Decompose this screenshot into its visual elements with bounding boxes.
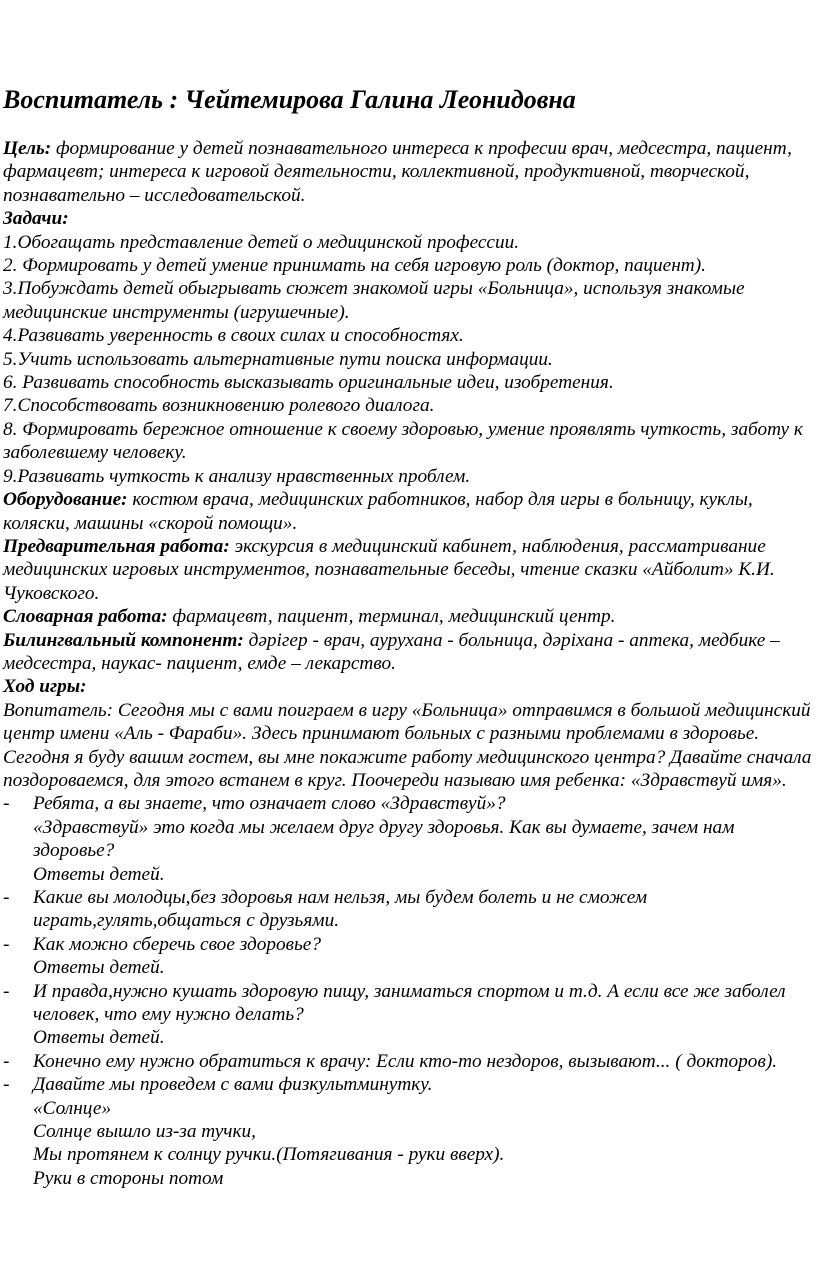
bilingual-label: Билингвальный компонент: bbox=[3, 629, 244, 651]
prep-work-label: Предварительная работа: bbox=[3, 535, 230, 557]
prep-work-paragraph bbox=[3, 535, 815, 605]
dialogue-line: Как можно сберечь свое здоровье? bbox=[33, 933, 321, 955]
bilingual-text: дәрігер - врач, аурухана - больница, дәріхана - аптека, медбике – медсестра, наукас- пациент, емде – лекарство. bbox=[3, 629, 780, 674]
dialogue-body bbox=[33, 933, 815, 980]
tasks-label: Задачи: bbox=[3, 208, 69, 230]
dialogue-item bbox=[3, 1050, 815, 1073]
dialogue-item bbox=[3, 933, 815, 980]
dialogue-body bbox=[33, 886, 815, 933]
goal-paragraph bbox=[3, 137, 815, 207]
progress-intro: Вопитатель: Сегодня мы с вами поиграем в игру «Больница» отправимся в большой медицинский центр имени «Аль - Фараби». Здесь принимают больных с разными проблемами в здоровье. Сегодня я буду вашим гостем, вы мне покажите работу медицинского центра? Давайте сначала поздороваемся, для этого встанем в круг. Поочереди называю имя ребенка: «Здравствуй имя». bbox=[3, 699, 812, 791]
task-item: 6. Развивать способность высказывать оригинальные идеи, изобретения. bbox=[3, 372, 614, 394]
dialogue-line: Руки в стороны потом bbox=[33, 1167, 224, 1189]
dialogue-item bbox=[3, 1073, 815, 1190]
dialogue-line: «Солнце» bbox=[33, 1097, 112, 1119]
task-item: 5.Учить использовать альтернативные пути поиска информации. bbox=[3, 348, 553, 370]
dash-bullet: - bbox=[3, 980, 10, 1002]
dialogue-item bbox=[3, 792, 815, 886]
dialogue-body bbox=[33, 1073, 815, 1190]
dialogue-line: Конечно ему нужно обратиться к врачу: Если кто-то нездоров, вызывают... ( докторов). bbox=[33, 1050, 778, 1072]
dialogue-body bbox=[33, 792, 815, 886]
dash-bullet: - bbox=[3, 1074, 10, 1096]
vocab-paragraph bbox=[3, 605, 815, 628]
dialogue-line: «Здравствуй» это когда мы желаем друг другу здоровья. Как вы думаете, зачем нам здоровье? bbox=[33, 816, 735, 862]
dialogue-line: Ребята, а вы знаете, что означает слово «Здравствуй»? bbox=[33, 793, 506, 815]
equipment-text: костюм врача, медицинских работников, набор для игры в больницу, куклы, коляски, машины «скорой помощи». bbox=[3, 489, 753, 534]
task-item: 4.Развивать уверенность в своих силах и способностях. bbox=[3, 325, 464, 347]
dialogue-line: Ответы детей. bbox=[33, 957, 165, 979]
dash-bullet: - bbox=[3, 933, 10, 955]
dialogue-line: Какие вы молодцы,без здоровья нам нельзя, мы будем болеть и не сможем играть,гулять,общаться с друзьями. bbox=[33, 887, 648, 932]
progress-label: Ход игры: bbox=[3, 676, 87, 698]
task-item: 8. Формировать бережное отношение к своему здоровью, умение проявлять чуткость, заботу к заболевшему человеку. bbox=[3, 418, 803, 464]
task-item: 2. Формировать у детей умение принимать на себя игровую роль (доктор, пациент). bbox=[3, 255, 706, 277]
task-item: 1.Обогащать представление детей о медицинской профессии. bbox=[3, 231, 520, 253]
document-title: Воспитатель : Чейтемирова Галина Леонидовна bbox=[3, 85, 576, 114]
dialogue-line: Ответы детей. bbox=[33, 863, 165, 885]
dialogue-line: Солнце вышло из-за тучки, bbox=[33, 1121, 256, 1143]
document-body bbox=[3, 137, 815, 1190]
dialogue-line: И правда,нужно кушать здоровую пищу, заниматься спортом и т.д. А если все же заболел человек, что ему нужно делать? bbox=[33, 980, 786, 1026]
task-item: 9.Развивать чуткость к анализу нравственных проблем. bbox=[3, 465, 471, 487]
dash-bullet: - bbox=[3, 1050, 10, 1072]
prep-work-text: экскурсия в медицинский кабинет, наблюдения, рассматривание медицинских игровых инструментов, познавательные беседы, чтение сказки «Айболит» К.И. Чуковского. bbox=[3, 535, 775, 604]
dialogue-body bbox=[33, 1050, 815, 1073]
dash-bullet: - bbox=[3, 887, 10, 908]
goal-label: Цель: bbox=[3, 138, 52, 159]
equipment-label: Оборудование: bbox=[3, 489, 128, 511]
dialogue-item bbox=[3, 980, 815, 1050]
dialogue-line: Давайте мы проведем с вами физкультминутку. bbox=[33, 1074, 433, 1096]
dialogue-list bbox=[3, 792, 815, 1190]
dialogue-line: Мы протянем к солнцу ручки.(Потягивания - руки вверх). bbox=[33, 1144, 505, 1166]
dialogue-line: Ответы детей. bbox=[33, 1027, 165, 1049]
dialogue-body bbox=[33, 980, 815, 1050]
vocab-label: Словарная работа: bbox=[3, 606, 168, 628]
task-item: 7.Способствовать возникновению ролевого диалога. bbox=[3, 395, 435, 417]
vocab-text: фармацевт, пациент, терминал, медицинский центр. bbox=[167, 606, 616, 628]
equipment-paragraph bbox=[3, 488, 815, 535]
dash-bullet: - bbox=[3, 793, 10, 815]
tasks-list bbox=[3, 231, 815, 488]
goal-text: формирование у детей познавательного интереса к професии врач, медсестра, пациент, фармацевт; интереса к игровой деятельности, коллективной, продуктивной, творческой, познавательно – исследовательской. bbox=[3, 138, 792, 206]
bilingual-paragraph bbox=[3, 629, 815, 676]
task-item: 3.Побуждать детей обыгрывать сюжет знакомой игры «Больница», используя знакомые медицинские инструменты (игрушечные). bbox=[3, 278, 745, 323]
dialogue-item bbox=[3, 886, 815, 933]
